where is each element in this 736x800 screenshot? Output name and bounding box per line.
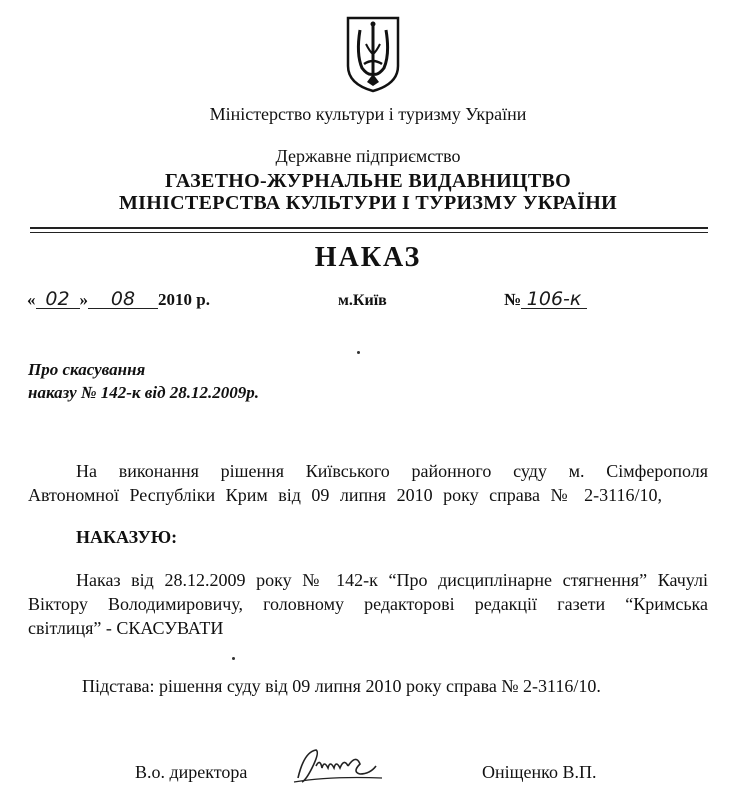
- header-rule-thin: [30, 232, 708, 233]
- order-number-line: [504, 290, 587, 310]
- scan-speck: [232, 657, 235, 660]
- intro-line1: На виконання рішення Київського районного суду м. Сімферополя: [76, 461, 708, 481]
- header-rule-thick: [30, 227, 708, 229]
- date-month: 08: [88, 290, 158, 309]
- city: м.Київ: [338, 292, 387, 309]
- enterprise-type: Державне підприємство: [275, 146, 461, 166]
- intro-line2: Автономної Республіки Крим від 09 липня 2010 року справа № 2-3116/10,: [28, 485, 662, 505]
- enterprise-name-line2: МІНІСТЕРСТВА КУЛЬТУРИ І ТУРИЗМУ УКРАЇНИ: [118, 192, 617, 214]
- subject-line1: Про скасування: [28, 360, 146, 379]
- number-prefix: №: [504, 290, 522, 309]
- order-word: НАКАЗУЮ:: [76, 527, 178, 547]
- basis: Підстава: рішення суду від 09 липня 2010 року справа № 2-3116/10.: [82, 676, 601, 696]
- date-close-quote: »: [79, 290, 88, 309]
- ministry-name: Міністерство культури і туризму України: [209, 104, 527, 124]
- coat-of-arms-emblem: [344, 14, 402, 94]
- handwritten-signature: [290, 738, 390, 788]
- signatory-name: Оніщенко В.П.: [482, 762, 597, 782]
- order-line3: світлиця” - СКАСУВАТИ: [28, 618, 224, 638]
- order-line2: Віктору Володимировичу, головному редакторові редакції газети “Кримська: [28, 594, 708, 614]
- order-number: 106-к: [521, 290, 587, 309]
- date-line: [27, 290, 210, 310]
- enterprise-name-line1: ГАЗЕТНО-ЖУРНАЛЬНЕ ВИДАВНИЦТВО: [165, 170, 571, 192]
- signatory-position: В.о. директора: [135, 762, 248, 782]
- date-day: 02: [36, 290, 80, 309]
- date-year: 2010 р.: [158, 290, 210, 309]
- scan-speck: [357, 351, 360, 354]
- subject-line2: наказу № 142-к від 28.12.2009р.: [28, 383, 260, 402]
- order-line1: Наказ від 28.12.2009 року № 142-к “Про дисциплінарне стягнення” Качулі: [76, 570, 708, 590]
- date-open-quote: «: [27, 290, 36, 309]
- document-title: НАКАЗ: [314, 242, 422, 273]
